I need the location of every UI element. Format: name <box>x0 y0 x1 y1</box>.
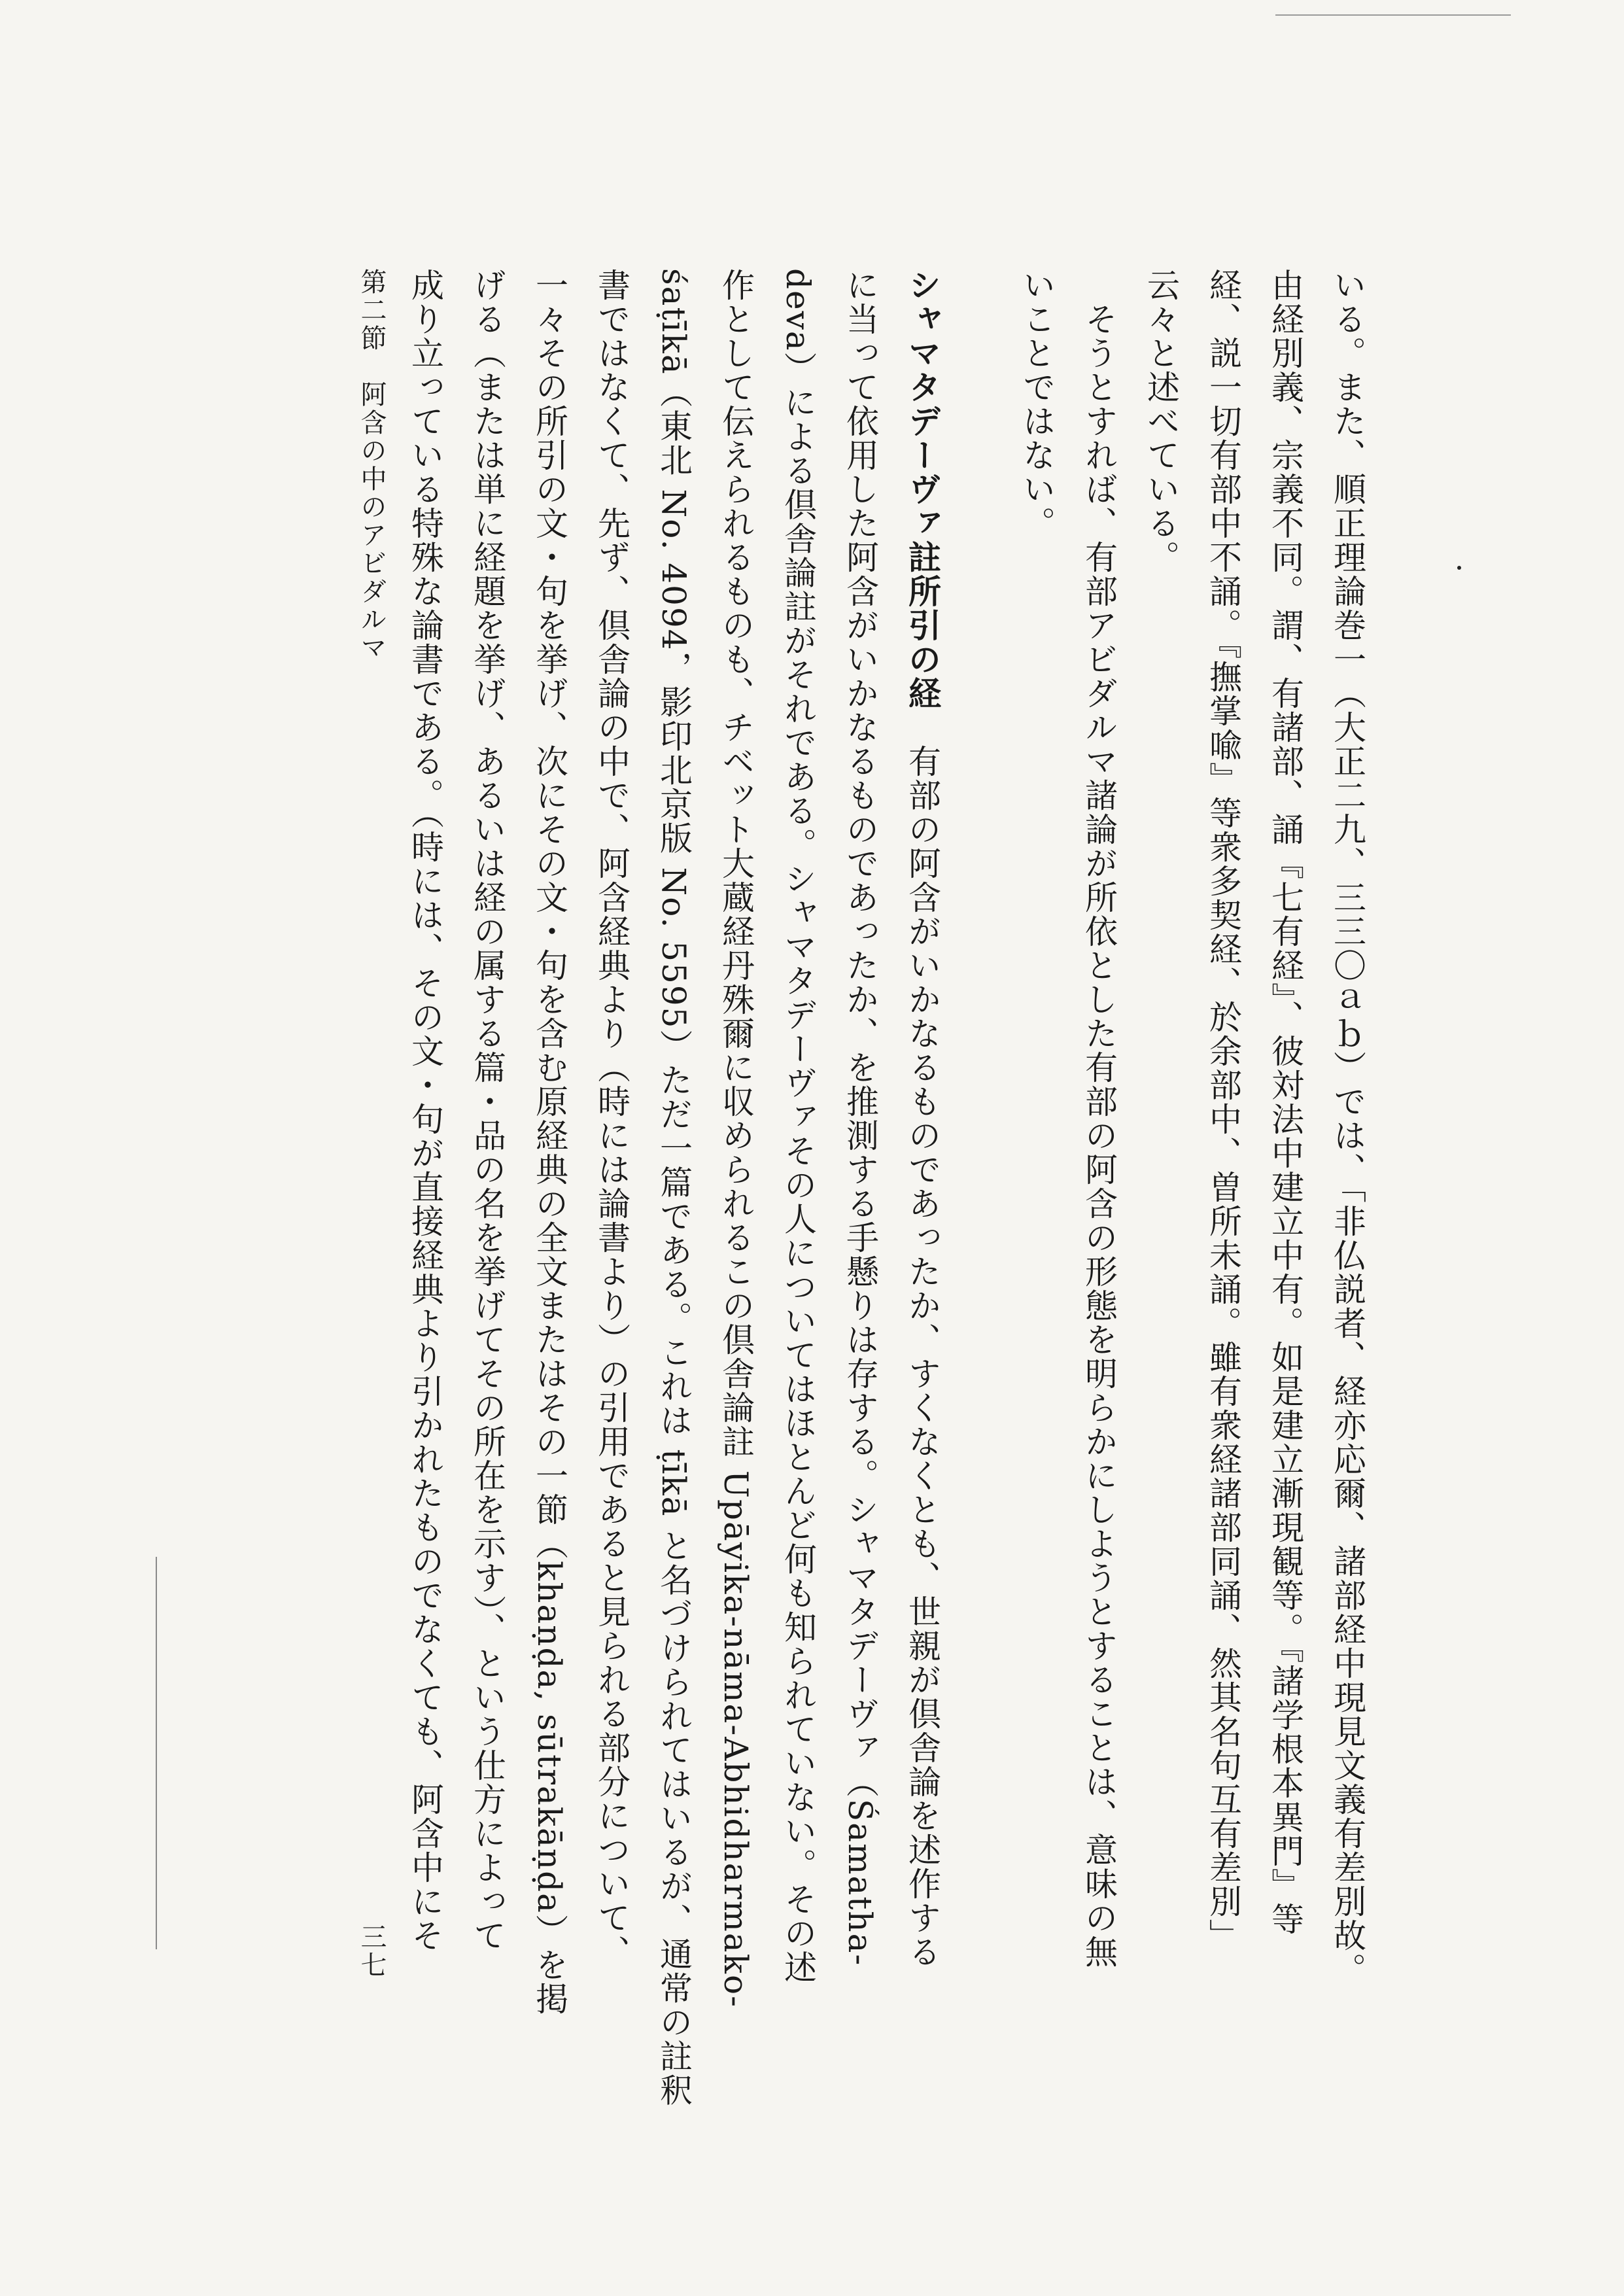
text-column: 書ではなくて、先ず、倶舎論の中で、阿含経典より（時には論書より）の引用であると見られる部分について、 <box>593 268 631 1969</box>
text-column: 云々と述べている。 <box>1142 268 1180 574</box>
text-column: 経、説一切有部中不誦。『撫掌喩』等衆多契経、於余部中、曽所未誦。雖有衆経諸部同誦、然其名句互有差別」 <box>1204 268 1242 1953</box>
scan-edge-line <box>1275 14 1511 16</box>
scan-margin-line <box>156 1557 157 1949</box>
text-column: deva）による倶舎論註がそれである。シャマタデーヴァその人についてはほとんど何も知られていない。その述 <box>779 268 817 1985</box>
section-first-line <box>903 268 941 1969</box>
text-column: 一々その所引の文・句を挙げ、次にその文・句を含む原経典の全文またはその一節（khaṇḍa, sūtrakāṇḍa）を掲 <box>530 268 568 2016</box>
section-first-line-text: 有部の阿含がいかなるものであったか、すくなくとも、世親が倶舎論を述作する <box>903 744 941 1969</box>
text-column: 作として伝えられるものも、チベット大蔵経丹殊爾に収められるこの倶舎論註 Upāyika-nāma-Abhidharmako- <box>717 268 755 2008</box>
page-number: 三七 <box>356 1923 387 1979</box>
text-column: śaṭīkā（東北 No. 4094，影印北京版 No. 5595）ただ一篇である。これは ṭīkā と名づけられてはいるが、通常の註釈 <box>655 268 693 2108</box>
scan-speck <box>1457 566 1461 570</box>
text-column: に当って依用した阿含がいかなるものであったか、を推測する手懸りは存する。シャマタデーヴァ（Śamatha- <box>841 268 879 1967</box>
text-column: いる。また、順正理論巻一（大正二九、三三〇ａｂ）では、「非仏説者、経亦応爾、諸部経中現見文義有差別故。 <box>1328 268 1366 1987</box>
section-heading: シャマタデーヴァ註所引の経 <box>903 268 941 710</box>
text-column: そうとすれば、有部アビダルマ諸論が所依とした有部の阿含の形態を明らかにしようとすることは、意味の無 <box>1080 302 1118 1969</box>
text-column: いことではない。 <box>1018 268 1056 540</box>
text-column: げる（または単に経題を挙げ、あるいは経の属する篇・品の名を挙げてその所在を示す）、という仕方によって <box>468 268 506 1953</box>
text-column: 由経別義、宗義不同。謂、有諸部、誦『七有経』、彼対法中建立中有。如是建立漸現観等。『諸学根本異門』等 <box>1266 268 1304 1936</box>
running-head: 第二節 阿含の中のアビダルマ <box>356 268 387 662</box>
text-column: 成り立っている特殊な論書である。（時には、その文・句が直接経典より引かれたものでなくても、阿含中にそ <box>406 268 444 1953</box>
